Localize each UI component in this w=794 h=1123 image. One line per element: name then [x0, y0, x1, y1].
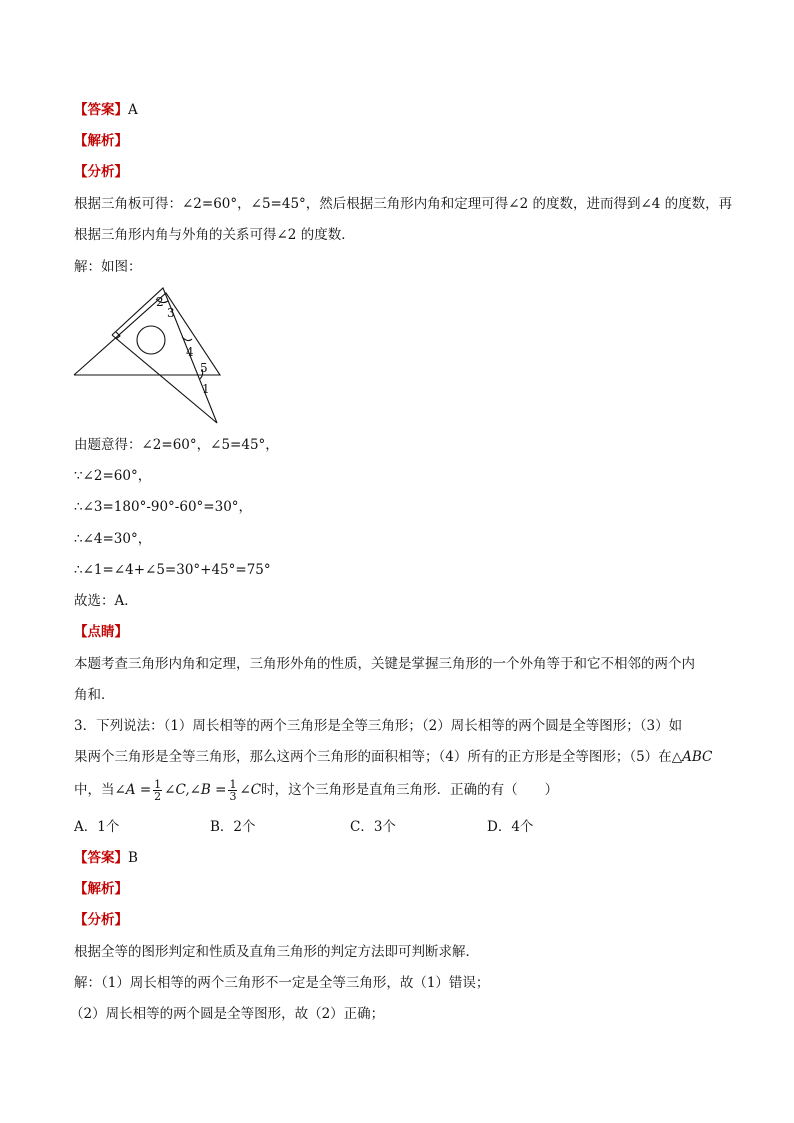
q3-angle-c: ∠C	[239, 782, 262, 798]
option-c[interactable]: C．3个	[350, 819, 396, 835]
q3-stem-line2	[74, 748, 712, 766]
answer-tag: 【答案】	[74, 102, 128, 118]
q3-fraction-third	[228, 779, 237, 802]
q3-answer-tag: 【答案】	[74, 850, 128, 866]
q3-stem-line1: 3．下列说法：（1）周长相等的两个三角形是全等三角形；（2）周长相等的两个圆是全等图形；（3）如	[74, 718, 683, 734]
dianjing-text-line1: 本题考查三角形内角和定理，三角形外角的性质，关键是掌握三角形的一个外角等于和它不相邻的两个内	[74, 656, 695, 672]
step-line: ∴∠3=180°-90°-60°=30°，	[74, 499, 253, 515]
step-line: 故选：A．	[74, 593, 138, 609]
q3-stem-line3	[74, 777, 558, 803]
step-line: ∵∠2=60°，	[74, 468, 152, 484]
angle-label-5: 5	[200, 361, 208, 375]
angle-label-2: 2	[156, 295, 164, 309]
dianjing-text-line2: 角和．	[74, 687, 115, 703]
set-square-45	[74, 293, 220, 375]
fraction-denominator: 3	[229, 790, 237, 803]
option-d[interactable]: D．4个	[487, 819, 534, 835]
q3-stem-line3-lead: 中，当	[74, 782, 115, 798]
q3-stem-line3-tail: 时，这个三角形是直角三角形．正确的有（ ）	[261, 782, 559, 798]
analysis-tag: 【解析】	[74, 133, 128, 149]
fenxi-tag: 【分析】	[74, 164, 128, 180]
dianjing-tag: 【点睛】	[74, 624, 128, 640]
step-line: ∴∠1=∠4+∠5=30°+45°=75°	[74, 562, 271, 578]
q3-options	[74, 818, 533, 836]
option-b[interactable]: B．2个	[210, 819, 256, 835]
fraction-denominator: 2	[154, 790, 162, 803]
q3-fenxi-tag: 【分析】	[74, 912, 128, 928]
q3-angle-a: ∠A =	[114, 782, 152, 798]
geometry-figure	[72, 285, 232, 427]
fraction-numerator: 1	[229, 778, 237, 791]
set-square-30	[112, 288, 217, 423]
angle-label-3: 3	[167, 306, 175, 320]
q3-stem-line2-text: 果两个三角形是全等三角形，那么这两个三角形的面积相等；（4）所有的正方形是全等图形；（5）在	[74, 749, 672, 765]
fenxi-text-line1: 根据三角板可得：∠2=60°，∠5=45°，然后根据三角形内角和定理可得∠2 的度数，进而得到∠4 的度数，再	[74, 196, 733, 212]
q3-angle-c-b: ∠C,∠B =	[164, 782, 227, 798]
answer-line	[74, 101, 138, 119]
angle-label-4: 4	[186, 345, 194, 359]
q3-fraction-half	[153, 779, 162, 802]
option-a[interactable]: A．1个	[74, 819, 120, 835]
step-line: ∴∠4=30°，	[74, 531, 152, 547]
answer-value: A	[128, 102, 138, 118]
q3-solution-line1: 解：（1）周长相等的两个三角形不一定是全等三角形，故（1）错误；	[74, 975, 490, 991]
q3-fenxi-text: 根据全等的图形判定和性质及直角三角形的判定方法即可判断求解．	[74, 944, 479, 960]
q3-answer-line	[74, 849, 138, 867]
step-line: 由题意得：∠2=60°，∠5=45°，	[74, 437, 279, 453]
fraction-numerator: 1	[154, 778, 162, 791]
q3-solution-line2: （2）周长相等的两个圆是全等图形，故（2）正确；	[70, 1006, 385, 1022]
q3-answer-value: B	[128, 850, 138, 866]
q3-triangle-abc: △ABC	[671, 749, 713, 765]
solution-intro: 解：如图：	[74, 259, 142, 275]
fenxi-text-line2: 根据三角形内角与外角的关系可得∠2 的度数．	[74, 227, 355, 243]
set-square-hole	[137, 326, 165, 354]
angle-label-1: 1	[202, 382, 210, 396]
q3-analysis-tag: 【解析】	[74, 881, 128, 897]
